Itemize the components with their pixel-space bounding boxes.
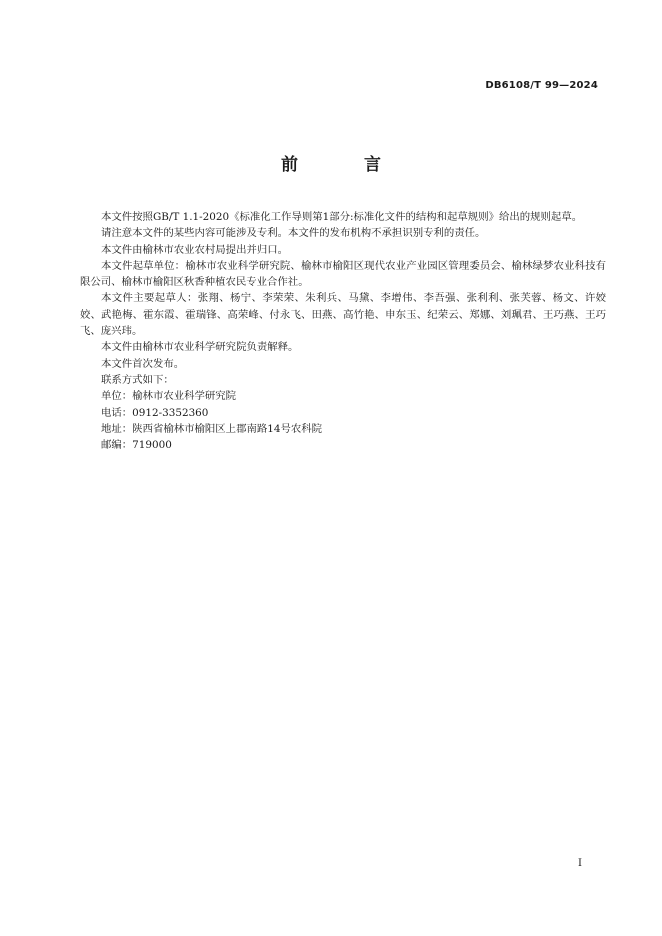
contact-postcode: 邮编：719000 <box>101 439 172 452</box>
document-code: DB6108/T 99—2024 <box>485 80 598 91</box>
paragraph-proposer: 本文件由榆林市农业农村局提出并归口。 <box>101 243 289 256</box>
paragraph-drafting-rules: 本文件按照GB/T 1.1-2020《标准化工作导则第1部分:标准化文件的结构和起草规则》给出的规则起草。 <box>101 211 583 223</box>
paragraph-drafters: 本文件主要起草人：张翔、杨宁、李荣荣、朱利兵、马黛、李增伟、李吾强、张利利、张芙蓉、杨文、许姣姣、武艳梅、霍东霞、霍瑞锋、高荣峰、付永飞、田燕、高竹艳、申东玉、纪荣云、郑娜、刘珮君、王巧燕、王巧飞、庞兴玮。 <box>80 292 606 338</box>
contact-phone: 电话：0912-3352360 <box>101 406 209 419</box>
paragraph-first-release: 本文件首次发布。 <box>101 357 185 370</box>
contact-unit: 单位：榆林市农业科学研究院 <box>101 390 237 403</box>
page-number: I <box>578 858 582 869</box>
page-title: 前 言 <box>281 155 411 175</box>
paragraph-patent-notice: 请注意本文件的某些内容可能涉及专利。本文件的发布机构不承担识别专利的责任。 <box>101 227 486 240</box>
contact-address: 地址：陕西省榆林市榆阳区上郡南路14号农科院 <box>101 422 323 435</box>
paragraph-interpretation: 本文件由榆林市农业科学研究院负责解释。 <box>101 341 299 354</box>
foreword-body <box>80 209 606 453</box>
paragraph-drafting-units: 本文件起草单位：榆林市农业科学研究院、榆林市榆阳区现代农业产业园区管理委员会、榆林绿梦农业科技有限公司、榆林市榆阳区秋香种植农民专业合作社。 <box>80 259 606 289</box>
paragraph-contact-heading: 联系方式如下： <box>101 373 174 386</box>
